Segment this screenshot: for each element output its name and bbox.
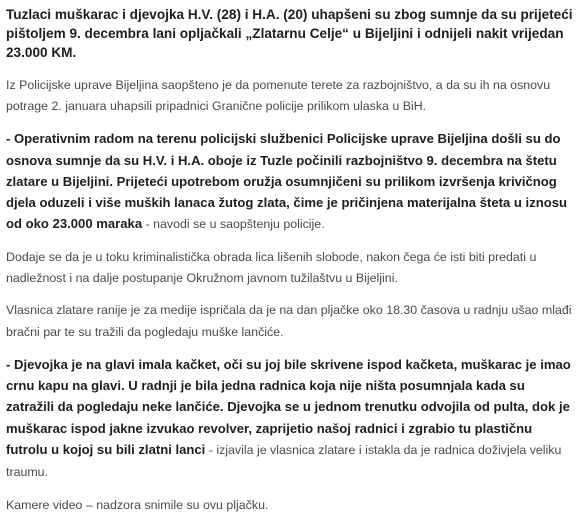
paragraph-police-quote [6,128,575,235]
owner-quote-text: - Djevojka je na glavi imala kačket, oči su joj bile skrivene ispod kačketa, muškarac je imao crnu kapu na glavi. U radnji je bila jedna radnica koja nije ništa posumnjala kada su zatražili da pogledaju neke lančiće. Djevojka se u jednom trenutku odvojila od pulta, dok je muškarac ispod jakne izvukao revolver, zaprijetio našoj radnici i zgrabio tu plastičnu futrolu u kojoj su bili zlatni lanci [6,356,571,458]
paragraph-cameras: Kamere video – nadzora snimile su ovu pljačku. [6,497,269,512]
paragraph-police-statement: Iz Policijske uprave Bijeljina saopšteno je da pomenute terete za razbojništvo, a da su ih na osnovu potrage 2. januara uhapsili pripadnici Granične policije prilikom ulaska u BiH. [6,77,551,113]
police-quote-text: - Operativnim radom na terenu policijski službenici Policijske uprave Bijeljina došli su do osnova sumnje da su H.V. i H.A. oboje iz Tuzle počinili razbojništvo 9. decembra na štetu zlatare u Bijeljini. Prijeteći upotrebom oružja osumnjičeni su prilikom izvršenja krivičnog djela oduzeli i više muških lanaca žutog zlata, čime je pričinjena materijalna šteta u iznosu od oko 23.000 maraka [6,131,568,232]
police-quote-attribution: - navodi se u saopštenju policije. [142,217,325,232]
paragraph-investigation: Dodaje se da je u toku kriminalistička obrada lica lišenih slobode, nakon čega će isti biti predati u nadležnost i na dalje postupanje Okružnom javnom tužilaštvu u Bijeljini. [6,249,537,285]
owner-quote-attribution: - izjavila je vlasnica zlatare i istakla da je radnica doživjela veliku traumu. [6,443,562,480]
paragraph-owner-quote [6,354,575,484]
paragraph-owner-account: Vlasnica zlatare ranije je za medije ispričala da je na dan pljačke oko 18.30 časova u radnju ušao mlađi bračni par te su tražili da pogledaju muške lančiće. [6,303,572,339]
article-lead: Tuzlaci muškarac i djevojka H.V. (28) i H.A. (20) uhapšeni su zbog sumnje da su prijeteći pištoljem 9. decembra lani opljačkali „Zlatarnu Celje“ u Bijeljini i odnijeli nakit vrijedan 23.000 KM. [6,7,573,61]
